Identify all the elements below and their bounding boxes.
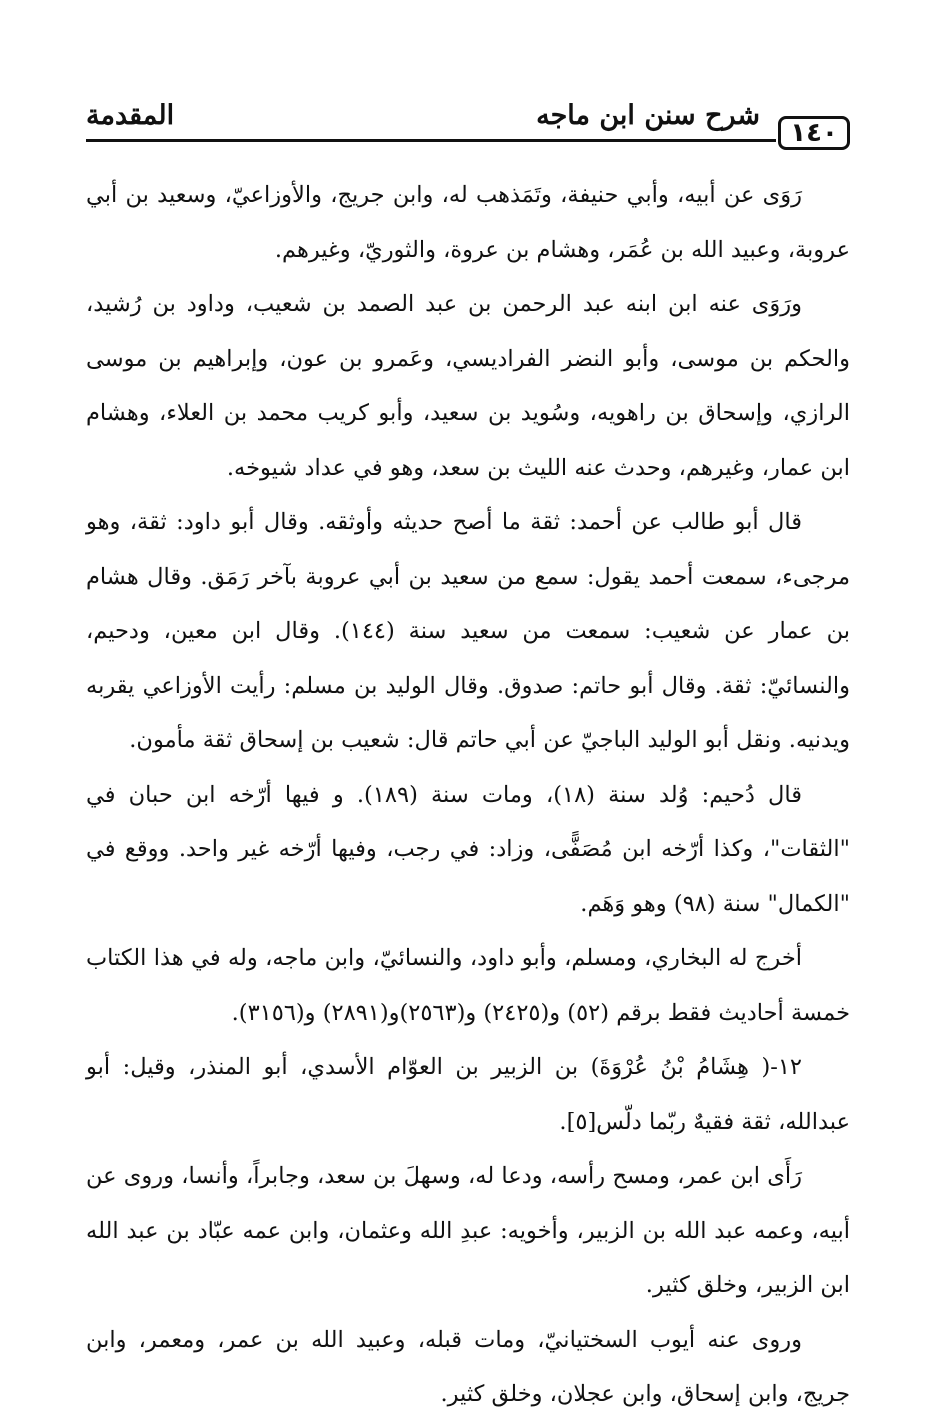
paragraph: قال أبو طالب عن أحمد: ثقة ما أصح حديثه وأوثقه. وقال أبو داود: ثقة، وهو مرجىء، سمعت أحمد يقول: سمع من سعيد بن أبي عروبة بآخر رَمَق. وقال هشام بن عمار عن شعيب: سمعت من سعيد سنة (١٤٤). وقال ابن معين، ودحيم، والنسائيّ: ثقة. وقال أبو حاتم: صدوق. وقال الوليد بن مسلم: رأيت الأوزاعي يقربه ويدنيه. ونقل أبو الوليد الباجيّ عن أبي حاتم قال: شعيب بن إسحاق ثقة مأمون. <box>86 509 850 753</box>
paragraph: رَأَى ابن عمر، ومسح رأسه، ودعا له، وسهلَ بن سعد، وجابراً، وأنسا، وروى عن أبيه، وعمه عبد الله بن الزبير، وأخويه: عبدِ الله وعثمان، وابن عمه عبّاد بن عبد الله ابن الزبير، وخلق كثير. <box>86 1163 850 1298</box>
header-rule <box>86 139 776 142</box>
body-text <box>86 168 850 1422</box>
book-title: شرح سنن ابن ماجه <box>536 100 760 131</box>
paragraph: وروى عنه أيوب السختيانيّ، ومات قبله، وعبيد الله بن عمر، ومعمر، وابن جريج، وابن إسحاق، وابن عجلان، وخلق كثير. <box>86 1326 850 1407</box>
page-number: ١٤٠ <box>778 116 850 150</box>
paragraph: أخرج له البخاري، ومسلم، وأبو داود، والنسائيّ، وابن ماجه، وله في هذا الكتاب خمسة أحاديث فقط برقم (٥٢) و(٢٤٢٥) و(٢٥٦٣)و(٢٨٩١) و(٣١٥٦). <box>86 945 850 1026</box>
paragraph: رَوَى عن أبيه، وأبي حنيفة، وتَمَذهب له، وابن جريج، والأوزاعيّ، وسعيد بن أبي عروبة، وعبيد الله بن عُمَر، وهشام بن عروة، والثوريّ، وغيرهم. <box>86 182 850 263</box>
paragraph-narrator-entry: ١٢-( هِشَامُ بْنُ عُرْوَةَ) بن الزبير بن العوّام الأسدي، أبو المنذر، وقيل: أبو عبدالله، ثقة فقيهٌ ربّما دلّس[٥]. <box>86 1054 850 1135</box>
page-header <box>86 96 850 152</box>
section-title: المقدمة <box>86 100 175 131</box>
paragraph: قال دُحيم: وُلد سنة (١٨)، ومات سنة (١٨٩). و فيها أرّخه ابن حبان في "الثقات"، وكذا أرّخه ابن مُصَفًّى، وزاد: في رجب، وفيها أرّخه غير واحد. ووقع في "الكمال" سنة (٩٨) وهو وَهَم. <box>86 781 850 917</box>
paragraph: ورَوَى عنه ابن ابنه عبد الرحمن بن عبد الصمد بن شعيب، وداود بن رُشيد، والحكم بن موسى، وأبو النضر الفراديسي، وعَمرو بن عون، وإبراهيم بن موسى الرازي، وإسحاق بن راهويه، وسُويد بن سعيد، وأبو كريب محمد بن العلاء، وهشام ابن عمار، وغيرهم، وحدث عنه الليث بن سعد، وهو في عداد شيوخه. <box>86 291 850 481</box>
